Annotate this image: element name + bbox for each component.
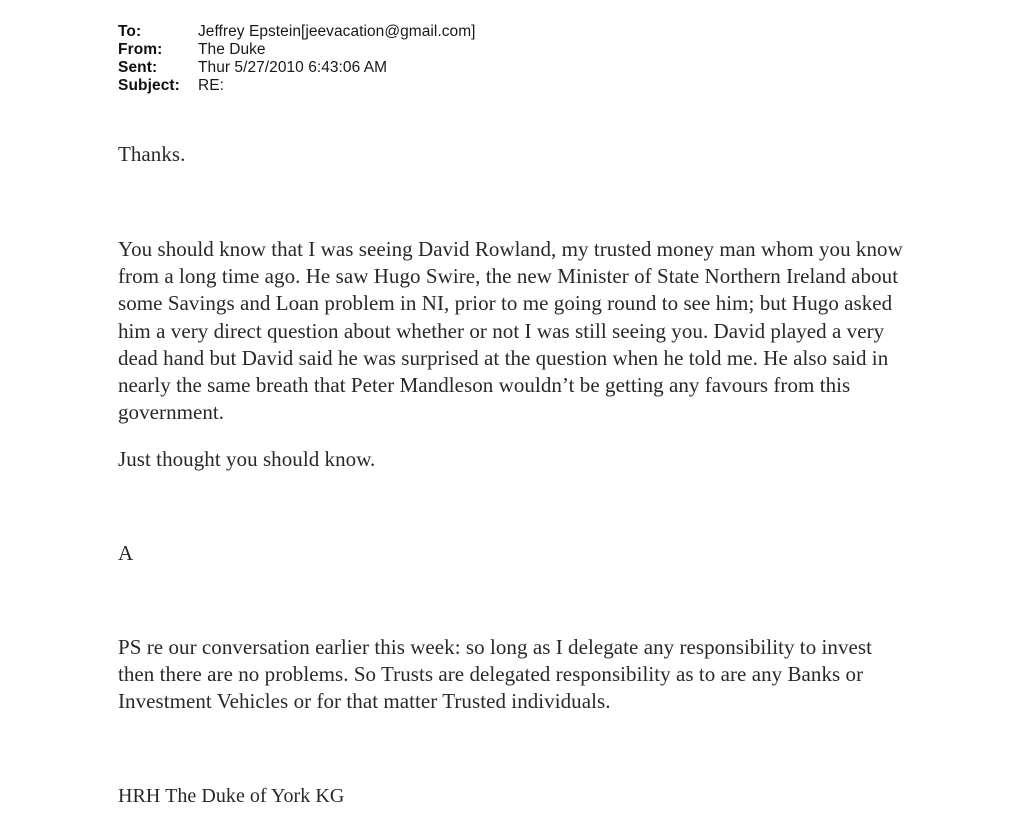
body-paragraph-main bbox=[118, 236, 908, 426]
header-value-sent: Thur 5/27/2010 6:43:06 AM bbox=[198, 59, 388, 76]
header-label-subject: Subject: bbox=[118, 77, 180, 94]
header-row-sent bbox=[118, 59, 718, 77]
body-paragraph-main-text: You should know that I was seeing David Rowland, my trusted money man whom you know from a long time ago. He saw Hugo Swire, the new Minister of State Northern Ireland about some Savings and Loan problem in NI, prior to me going round to see him; but Hugo asked him a very direct question about whether or not I was still seeing you. David played a very dead hand but David said he was surprised at the question when he told me. He also said in nearly the same breath that Peter Mandleson wouldn’t be getting any favours from this government. bbox=[118, 237, 903, 425]
header-label-sent: Sent: bbox=[118, 59, 158, 76]
body-signature-initial bbox=[118, 540, 418, 567]
body-paragraph-closing bbox=[118, 446, 818, 473]
body-signature-initial-text: A bbox=[118, 541, 134, 565]
header-label-to: To: bbox=[118, 23, 142, 40]
body-paragraph-postscript bbox=[118, 634, 908, 716]
body-greeting-text: Thanks. bbox=[118, 142, 186, 166]
body-greeting bbox=[118, 141, 818, 168]
email-header bbox=[118, 23, 718, 95]
body-signature-text: HRH The Duke of York KG bbox=[118, 785, 345, 807]
header-value-to: Jeffrey Epstein[jeevacation@gmail.com] bbox=[198, 23, 476, 40]
body-paragraph-postscript-text: PS re our conversation earlier this week: so long as I delegate any responsibility to invest then there are no problems. So Trusts are delegated responsibility as to are any Banks or Investment Vehicles or for that matter Trusted individuals. bbox=[118, 635, 873, 714]
header-row-to bbox=[118, 23, 718, 41]
body-paragraph-closing-text: Just thought you should know. bbox=[118, 447, 376, 471]
header-value-subject: RE: bbox=[198, 77, 224, 94]
body-signature-block bbox=[118, 783, 818, 810]
header-row-subject bbox=[118, 77, 718, 95]
header-label-from: From: bbox=[118, 41, 163, 58]
header-row-from bbox=[118, 41, 718, 59]
header-value-from: The Duke bbox=[198, 41, 266, 58]
